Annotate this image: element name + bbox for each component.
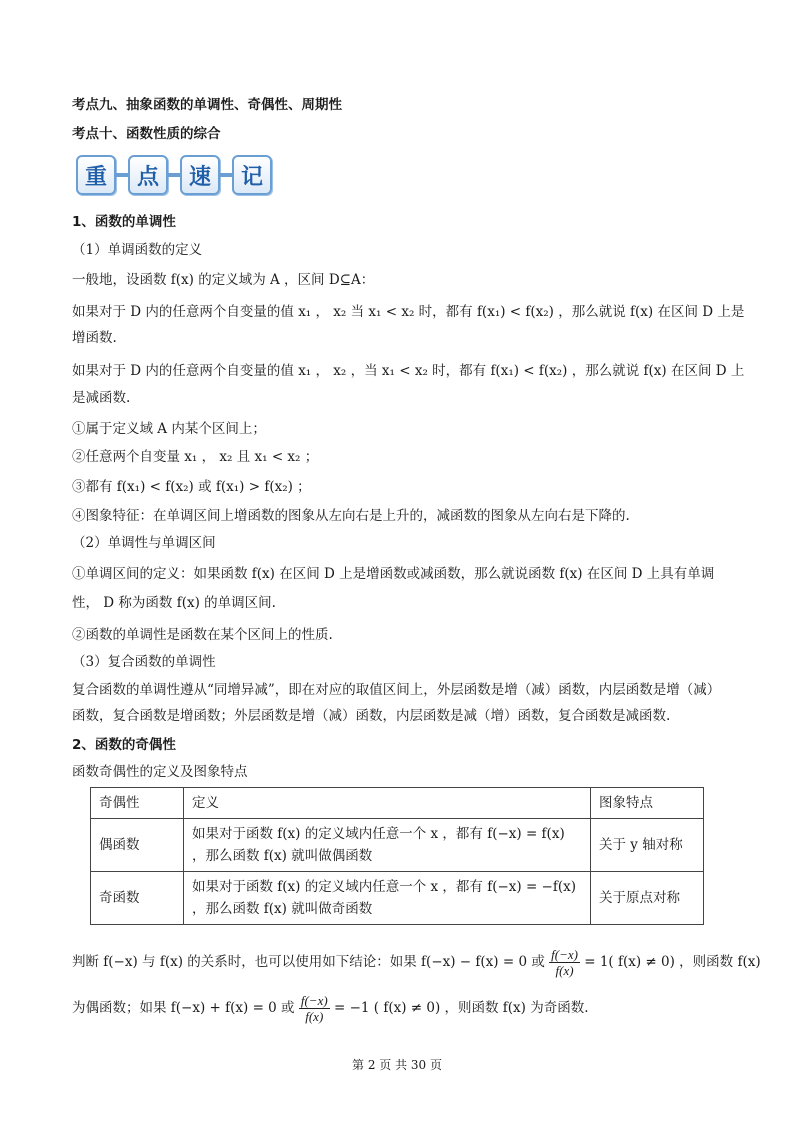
parity-table xyxy=(90,787,704,925)
judge-text-d: = −1 ( f(x) ≠ 0) ，则函数 f(x) 为奇函数. xyxy=(333,1000,589,1016)
judge-text-b: = 1( f(x) ≠ 0) ，则函数 f(x) xyxy=(584,954,761,970)
badge-char-4: 记 xyxy=(232,155,272,195)
table-header-cell: 图象特点 xyxy=(591,788,704,819)
composite-rule-line-1: 复合函数的单调性遵从“同增异减”，即在对应的取值区间上，外层函数是增（减）函数，内层函数是增（减） xyxy=(72,682,721,698)
table-row xyxy=(91,819,704,872)
decreasing-definition-line-1: 如果对于 D 内的任意两个自变量的值 x₁ ， x₂ ，当 x₁ < x₂ 时，都有 f(x₁) < f(x₂) ，那么就说 f(x) 在区间 D 上 xyxy=(72,363,745,379)
property-point-1: ①属于定义域 A 内某个区间上； xyxy=(72,421,266,437)
key-points-badge xyxy=(76,155,272,195)
fraction-denominator: f(x) xyxy=(555,963,574,978)
table-row xyxy=(91,872,704,925)
table-cell: 如果对于函数 f(x) 的定义域内任意一个 x ，都有 f(−x) = −f(x) ，那么函数 f(x) 就叫做奇函数 xyxy=(184,872,591,925)
increasing-definition-line-1: 如果对于 D 内的任意两个自变量的值 x₁ ， x₂ 当 x₁ < x₂ 时，都有 f(x₁) < f(x₂) ，那么就说 f(x) 在区间 D 上是 xyxy=(72,304,745,320)
table-cell: 关于原点对称 xyxy=(591,872,704,925)
table-header-row xyxy=(91,788,704,819)
section-1-title: 1、函数的单调性 xyxy=(72,214,176,230)
fraction xyxy=(299,993,330,1024)
fraction-denominator: f(x) xyxy=(305,1009,324,1024)
heading-kaodian-10: 考点十、函数性质的综合 xyxy=(72,126,221,142)
fraction-numerator: f(−x) xyxy=(551,947,578,962)
judge-even-line xyxy=(72,944,761,980)
fraction xyxy=(549,947,580,978)
property-point-3: ③都有 f(x₁) < f(x₂) 或 f(x₁) > f(x₂) ； xyxy=(72,479,311,495)
judge-odd-line xyxy=(72,990,732,1026)
badge-connector xyxy=(116,173,128,177)
heading-kaodian-9: 考点九、抽象函数的单调性、奇偶性、周期性 xyxy=(72,97,342,113)
table-cell: 关于 y 轴对称 xyxy=(591,819,704,872)
badge-connector xyxy=(168,173,180,177)
subsection-3-title: （3）复合函数的单调性 xyxy=(72,654,216,670)
subsection-1-title: （1）单调函数的定义 xyxy=(72,242,203,258)
table-cell: 偶函数 xyxy=(91,819,184,872)
badge-connector xyxy=(220,173,232,177)
interval-definition-line-2: 性， D 称为函数 f(x) 的单调区间. xyxy=(72,595,276,611)
page-footer: 第 2 页 共 30 页 xyxy=(352,1058,442,1072)
judge-text-a: 判断 f(−x) 与 f(x) 的关系时，也可以使用如下结论：如果 f(−x) − f(x) = 0 或 xyxy=(72,954,545,970)
subsection-2-title: （2）单调性与单调区间 xyxy=(72,535,216,551)
judge-text-c: 为偶函数；如果 f(−x) + f(x) = 0 或 xyxy=(72,1000,295,1016)
badge-char-3: 速 xyxy=(180,155,220,195)
table-header-cell: 定义 xyxy=(184,788,591,819)
table-caption: 函数奇偶性的定义及图象特点 xyxy=(72,764,248,780)
property-point-4: ④图象特征：在单调区间上增函数的图象从左向右是上升的，减函数的图象从左向右是下降的. xyxy=(72,508,630,524)
section-2-title: 2、函数的奇偶性 xyxy=(72,737,176,753)
decreasing-definition-line-2: 是减函数. xyxy=(72,390,131,406)
table-cell: 如果对于函数 f(x) 的定义域内任意一个 x ，都有 f(−x) = f(x) ，那么函数 f(x) 就叫做偶函数 xyxy=(184,819,591,872)
table-header-cell: 奇偶性 xyxy=(91,788,184,819)
increasing-definition-line-2: 增函数. xyxy=(72,330,117,346)
definition-intro: 一般地，设函数 f(x) 的定义域为 A ，区间 D⊆A： xyxy=(72,272,375,288)
table-cell: 奇函数 xyxy=(91,872,184,925)
interval-property: ②函数的单调性是函数在某个区间上的性质. xyxy=(72,627,333,643)
badge-char-1: 重 xyxy=(76,155,116,195)
property-point-2: ②任意两个自变量 x₁ ， x₂ 且 x₁ < x₂ ； xyxy=(72,449,319,465)
composite-rule-line-2: 函数，复合函数是增函数；外层函数是增（减）函数，内层函数是减（增）函数，复合函数是减函数. xyxy=(72,708,671,724)
interval-definition-line-1: ①单调区间的定义：如果函数 f(x) 在区间 D 上是增函数或减函数，那么就说函数 f(x) 在区间 D 上具有单调 xyxy=(72,566,715,582)
fraction-numerator: f(−x) xyxy=(300,993,328,1008)
badge-char-2: 点 xyxy=(128,155,168,195)
